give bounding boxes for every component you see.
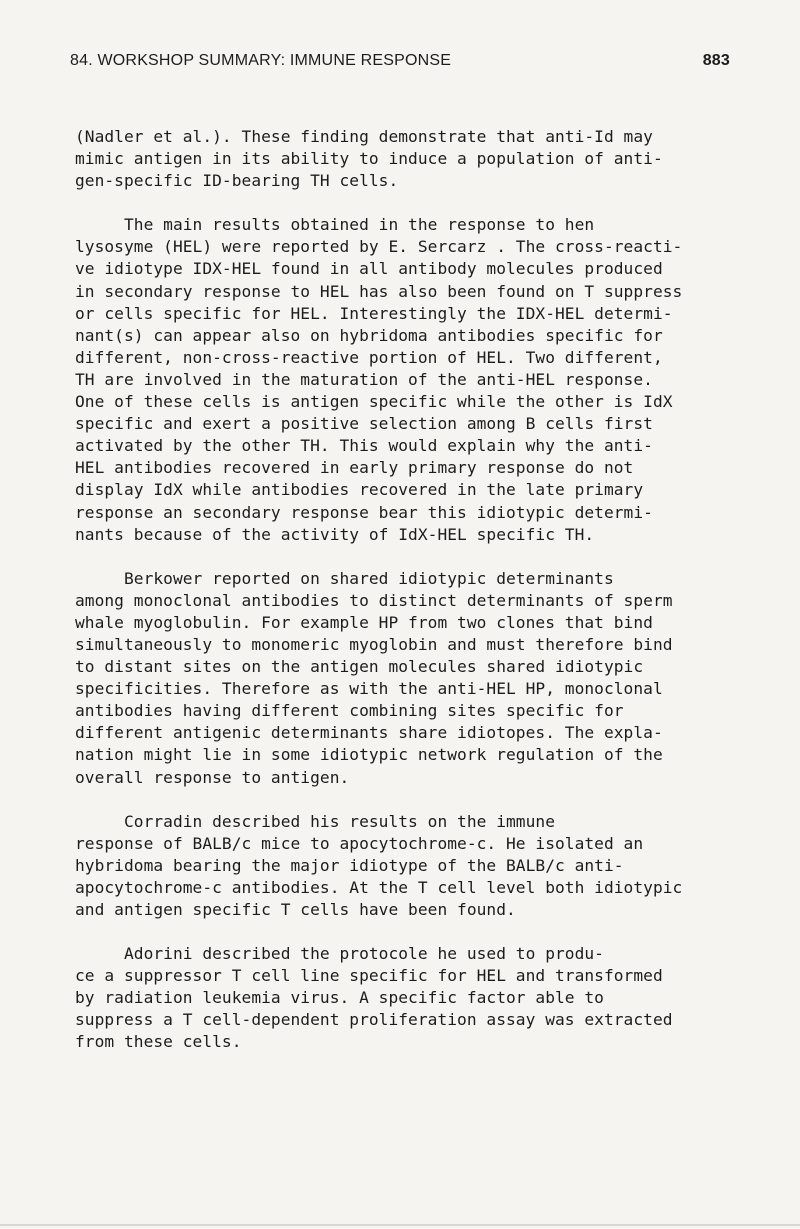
paragraph-5 (75, 943, 735, 1053)
body-text (75, 126, 735, 1054)
text-line: response of BALB/c mice to apocytochrome-c. He isolated an (75, 833, 644, 853)
text-line: specific and exert a positive selection among B cells first (75, 414, 653, 434)
text-line: overall response to antigen. (75, 767, 350, 787)
text-line: by radiation leukemia virus. A specific factor able to (75, 988, 604, 1008)
text-line: specificities. Therefore as with the anti-HEL HP, monoclonal (75, 679, 663, 699)
text-line: apocytochrome-c antibodies. At the T cell level both idiotypic (75, 877, 683, 897)
paragraph-3 (75, 568, 735, 789)
text-line: Berkower reported on shared idiotypic determinants (75, 568, 614, 588)
text-line: among monoclonal antibodies to distinct determinants of sperm (75, 590, 673, 610)
text-line: and antigen specific T cells have been found. (75, 900, 516, 919)
text-line: nant(s) can appear also on hybridoma antibodies specific for (75, 325, 663, 345)
text-line: to distant sites on the antigen molecules shared idiotypic (75, 657, 644, 677)
text-line: or cells specific for HEL. Interestingly the IDX-HEL determi- (75, 303, 673, 323)
text-line: in secondary response to HEL has also been found on T suppress (75, 281, 683, 301)
paragraph-1 (75, 126, 735, 192)
text-line: One of these cells is antigen specific while the other is IdX (75, 392, 673, 412)
text-line: from these cells. (75, 1032, 242, 1052)
text-line: hybridoma bearing the major idiotype of the BALB/c anti- (75, 855, 624, 875)
text-line: ce a suppressor T cell line specific for HEL and transformed (75, 966, 663, 986)
text-line: gen-specific ID-bearing TH cells. (75, 171, 399, 191)
text-line: whale myoglobulin. For example HP from two clones that bind (75, 612, 653, 632)
text-line: nants because of the activity of IdX-HEL specific TH. (75, 524, 595, 544)
text-line: Adorini described the protocole he used to produ- (75, 944, 604, 964)
text-line: display IdX while antibodies recovered in the late primary (75, 480, 644, 500)
text-line: mimic antigen in its ability to induce a population of anti- (75, 149, 663, 169)
text-line: different antigenic determinants share idiotopes. The expla- (75, 723, 663, 743)
text-line: HEL antibodies recovered in early primary response do not (75, 458, 634, 478)
text-line: response an secondary response bear this idiotypic determi- (75, 502, 653, 522)
text-line: The main results obtained in the response to hen (75, 215, 595, 235)
text-line: different, non-cross-reactive portion of HEL. Two different, (75, 347, 663, 367)
chapter-title: 84. WORKSHOP SUMMARY: IMMUNE RESPONSE (70, 52, 452, 69)
text-line: suppress a T cell-dependent proliferation assay was extracted (75, 1010, 673, 1030)
paragraph-2 (75, 214, 735, 545)
text-line: (Nadler et al.). These finding demonstrate that anti-Id may (75, 127, 653, 146)
text-line: TH are involved in the maturation of the anti-HEL response. (75, 369, 653, 389)
text-line: lysosyme (HEL) were reported by E. Sercarz . The cross-reacti- (75, 237, 683, 257)
page-number: 883 (702, 52, 730, 69)
text-line: ve idiotype IDX-HEL found in all antibody molecules produced (75, 259, 663, 279)
text-line: Corradin described his results on the immune (75, 811, 555, 831)
text-line: antibodies having different combining sites specific for (75, 701, 624, 721)
text-line: simultaneously to monomeric myoglobin and must therefore bind (75, 634, 673, 654)
running-header (70, 52, 730, 76)
text-line: activated by the other TH. This would explain why the anti- (75, 436, 653, 456)
text-line: nation might lie in some idiotypic network regulation of the (75, 745, 663, 765)
page-bottom-edge (0, 1224, 800, 1226)
paragraph-4 (75, 811, 735, 921)
